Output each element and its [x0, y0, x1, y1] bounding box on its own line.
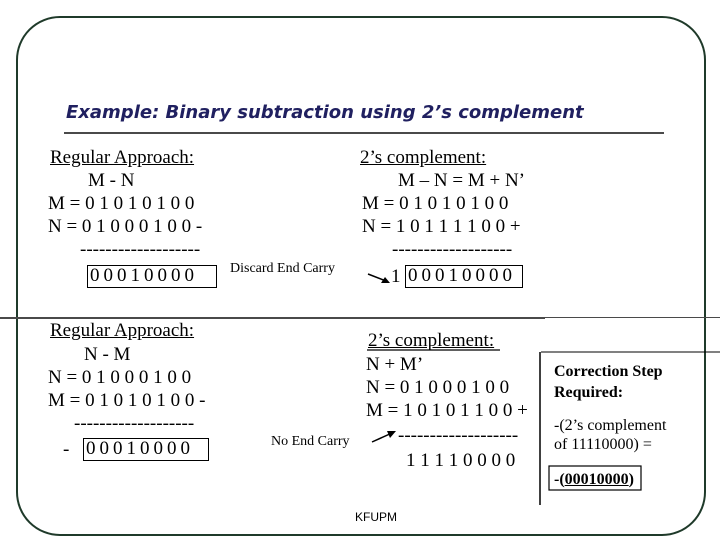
top-right-expr: M – N = M + N’ — [398, 170, 525, 191]
correction-line-4: of 11110000) = — [554, 436, 652, 453]
top-left-m-line: M = 0 1 0 1 0 1 0 0 — [48, 193, 195, 214]
slide-title: Example: Binary subtraction using 2’s complement — [66, 102, 584, 123]
bottom-left-expr: N - M — [84, 344, 131, 365]
correction-line-2: Required: — [554, 384, 624, 401]
correction-line-3: -(2’s complement — [554, 417, 667, 434]
correction-line-1: Correction Step — [554, 363, 663, 380]
correction-result-prefix: -( — [554, 471, 565, 488]
top-left-expr: M - N — [88, 170, 135, 191]
bottom-left-heading: Regular Approach: — [50, 320, 195, 341]
bottom-left-m-line: M = 0 1 0 1 0 1 0 0 - — [48, 390, 206, 411]
bottom-left-dashes: ------------------- — [74, 413, 195, 434]
bottom-right-heading: 2’s complement: — [368, 330, 495, 351]
top-left-dashes: ------------------- — [80, 239, 201, 260]
bottom-right-m-line: M = 1 0 1 0 1 1 0 0 + — [366, 400, 528, 421]
top-left-result: 00010000 — [87, 265, 217, 288]
bottom-left-n-line: N = 0 1 0 0 0 1 0 0 — [48, 367, 192, 388]
top-right-m-line: M = 0 1 0 1 0 1 0 0 — [362, 193, 509, 214]
bottom-right-result: 1 1 1 1 0 0 0 0 — [406, 450, 516, 471]
no-end-carry-note: No End Carry — [271, 434, 350, 449]
correction-result-value: 00010000 — [564, 471, 629, 488]
bottom-right-dashes: ------------------- — [398, 425, 519, 446]
bottom-right-expr: N + M’ — [366, 354, 424, 375]
top-right-carry: 1 — [391, 266, 401, 287]
top-right-result: 00010000 — [405, 265, 523, 288]
top-left-heading: Regular Approach: — [50, 147, 195, 168]
bottom-left-result: 00010000 — [83, 438, 209, 461]
top-left-n-line: N = 0 1 0 0 0 1 0 0 - — [48, 216, 203, 237]
bottom-right-n-line: N = 0 1 0 0 0 1 0 0 — [366, 377, 510, 398]
top-right-dashes: ------------------- — [392, 239, 513, 260]
correction-result-suffix: ) — [628, 471, 634, 488]
top-right-n-line: N = 1 0 1 1 1 1 0 0 + — [362, 216, 521, 237]
footer-label: KFUPM — [355, 510, 397, 524]
discard-end-carry-note: Discard End Carry — [230, 261, 335, 276]
top-right-heading: 2’s complement: — [360, 147, 487, 168]
bottom-left-sign: - — [63, 439, 70, 460]
correction-result-box — [549, 466, 641, 490]
